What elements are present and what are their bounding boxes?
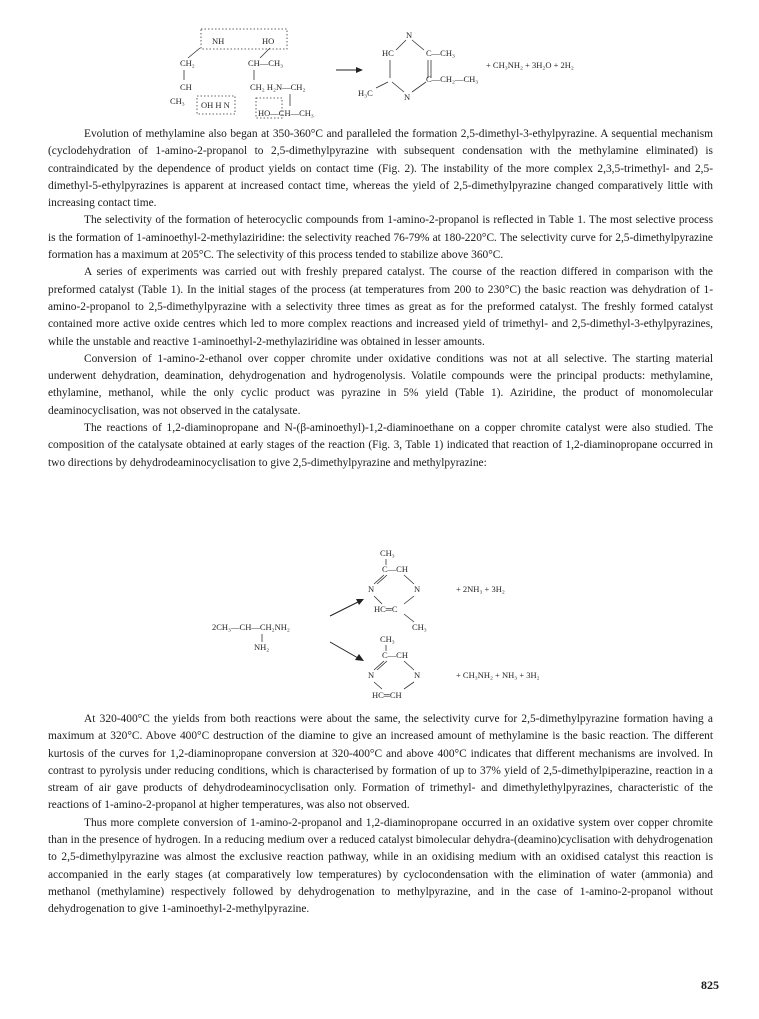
- paragraph: A series of experiments was carried out with freshly prepared catalyst. The course of the reaction differed in comparison with the preformed catalyst (Table 1). In the initial stages of the process (at temperatures from 200 to 230°C) the basic reaction was dehydration of 1-amino-2-propanol to 2,5-dimethylpyrazine with a selectivity three times as great as for the preformed catalyst. The freshly formed catalyst contained more active oxide centres which led to more complex reactions and increased yield of trimethyl- and 2,5-dimethyl-3-ethylpyrazines, while the unstable and reactive 1-aminoethyl-2-methylaziridine was obtained in lesser amounts.: [48, 266, 713, 348]
- scheme-2-drawing: [0, 544, 759, 702]
- ring-c-ch3: C—CH₃: [426, 48, 455, 58]
- paragraph: The reactions of 1,2-diaminopropane and N-(β-aminoethyl)-1,2-diaminoethane on a copper chromite catalyst were also studied. The composition of the catalysate obtained at early stages of the reaction (Fig. 3, Table 1) indicated that reaction of 1,2-diaminopropane occurred in two directions by dehydrodeaminocyclisation to give 2,5-dimethylpyrazine and methylpyrazine:: [48, 422, 713, 469]
- ring-h3c: H₃C: [358, 88, 373, 98]
- product-a-n-left: N: [368, 584, 375, 594]
- reaction-arrow-1-head: [356, 67, 363, 73]
- label-ch-ch3-right: CH—CH₃: [248, 58, 284, 68]
- product-a-c-ch: C—CH: [382, 564, 408, 574]
- product-b-byproducts: + CH₃NH₂ + NH₃ + 3H₂: [456, 670, 540, 680]
- product-b-n-right: N: [414, 670, 421, 680]
- label-nh-top: NH: [212, 36, 225, 46]
- ring-hc: HC: [382, 48, 394, 58]
- product-a-ch3-bottom: CH₃: [412, 622, 427, 632]
- product-a-ch3-top: CH₃: [380, 548, 395, 558]
- reaction-scheme-1: [0, 26, 759, 122]
- body-text-section-2: [48, 711, 713, 919]
- product-b-n-left: N: [368, 670, 375, 680]
- paragraph: At 320-400°C the yields from both reactions were about the same, the selectivity curve for 2,5-dimethylpyrazine formation having a maximum at 320°C. Above 400°C destruction of the diamine to give an increased amount of methylamine is the basic reaction. The different kurtosis of the curves for 1,2-diaminopropane conversion at 320-400°C and above 400°C indicates that different mechanisms are involved. In contrast to pyrolysis under reducing conditions, which is characterised by formation of up to 37% yield of 2,5-dimethylpiperazine, reaction in a stream of air gave products of dehydrodeaminocyclisation only. Formation of trimethyl- and dimethylethylpyrazines, characteristic of the reactions of 1-amino-2-propanol at higher temperatures, was also not observed.: [48, 713, 713, 812]
- product-a-hc-c: HC═C: [374, 604, 398, 614]
- paragraph: Evolution of methylamine also began at 350-360°C and paralleled the formation 2,5-dimethyl-3-ethylpyrazine. A sequential mechanism (cyclodehydration of 1-amino-2-propanol to 2,5-dimethylpyrazine with subsequent condensation with the methylamine eliminated) is contraindicated by the dependence of product yields on contact time (Fig. 2). The instability of the more complex 2,3,5-trimethyl- and 2,5-dimethyl-5-ethylpyrazines is apparent at increased contact time, whereas the yield of 2,5-dimethylpyrazine changed comparatively little with increasing contact time.: [48, 128, 713, 210]
- body-text-section-1: [48, 126, 713, 472]
- reaction-scheme-2: [0, 544, 759, 702]
- paragraph: The selectivity of the formation of heterocyclic compounds from 1-amino-2-propanol is reflected in Table 1. The most selective process is the formation of 1-aminoethyl-2-methylaziridine: the selectivity reached 76-79% at 180-220°C. The selectivity curve for 2,5-dimethylpyrazine formation has a maximum at 205°C. The selectivity of this process tended to stabilize above 360°C.: [48, 214, 713, 262]
- reactant-main: 2CH₃—CH—CH₂NH₂: [212, 622, 290, 632]
- product-a-n-right: N: [414, 584, 421, 594]
- label-ho-top: HO: [262, 36, 275, 46]
- product-b-c-ch: C—CH: [382, 650, 408, 660]
- product-a-byproducts: + 2NH₃ + 3H₂: [456, 584, 505, 594]
- label-ch2-h2n-ch2: CH₂ H₂N—CH₂: [250, 82, 306, 92]
- arrow-to-product-b: [330, 642, 358, 658]
- scheme-1-byproducts: + CH₃NH₂ + 3H₂O + 2H₂: [486, 60, 574, 70]
- product-b-hc-ch: HC═CH: [372, 690, 402, 700]
- label-ch3-left: CH₃: [170, 96, 185, 106]
- ring-n-top: N: [406, 30, 413, 40]
- label-ch2-left: CH₂: [180, 58, 195, 68]
- reactant-amine: NH₂: [254, 642, 270, 652]
- paragraph: Thus more complete conversion of 1-amino-2-propanol and 1,2-diaminopropane occurred in an oxidative system over copper chromite than in the presence of hydrogen. In a reducing medium over a reduced catalyst bimolecular dehydra-(deamino)cyclisation with dehydrogenation to 2,5-dimethylpyrazine was almost the exclusive reaction pathway, while in an oxidising medium with an oxidised catalyst this reaction is accompanied in the early stages (at comparatively low temperatures) by cyclocondensation with the elimination of water (ammonia) and methanol (methylamine) respectively followed by dehydrogenation to methylpyrazine, and in the case of 1-amino-2-propanol without dehydrogenation to give 1-aminoethyl-2-methylpyrazine.: [48, 816, 713, 916]
- label-ho-ch-ch3: HO—CH—CH₃: [258, 108, 314, 118]
- ring-c-ch2-ch3: C—CH₂—CH₃: [426, 74, 479, 84]
- page-number: 825: [701, 978, 719, 992]
- label-oh-h-n: OH H N: [201, 100, 230, 110]
- scheme-1-drawing: [0, 26, 759, 122]
- arrow-to-product-a: [330, 602, 358, 616]
- label-ch-left: CH: [180, 82, 192, 92]
- product-b-ch3-top: CH₃: [380, 634, 395, 644]
- paragraph: Conversion of 1-amino-2-ethanol over copper chromite under oxidative conditions was not at all selective. The starting material underwent dehydration, deamination, dehydrogenation and hydrogenolysis. Volatile compounds were the principal products: methylamine, ethylamine, methanol, while the only cyclic product was pyrazine in 5% yield (Table 1). Aziridine, the product of monomolecular deaminocyclisation, was not observed in the catalysate.: [48, 352, 713, 417]
- ring-n-bottom: N: [404, 92, 411, 102]
